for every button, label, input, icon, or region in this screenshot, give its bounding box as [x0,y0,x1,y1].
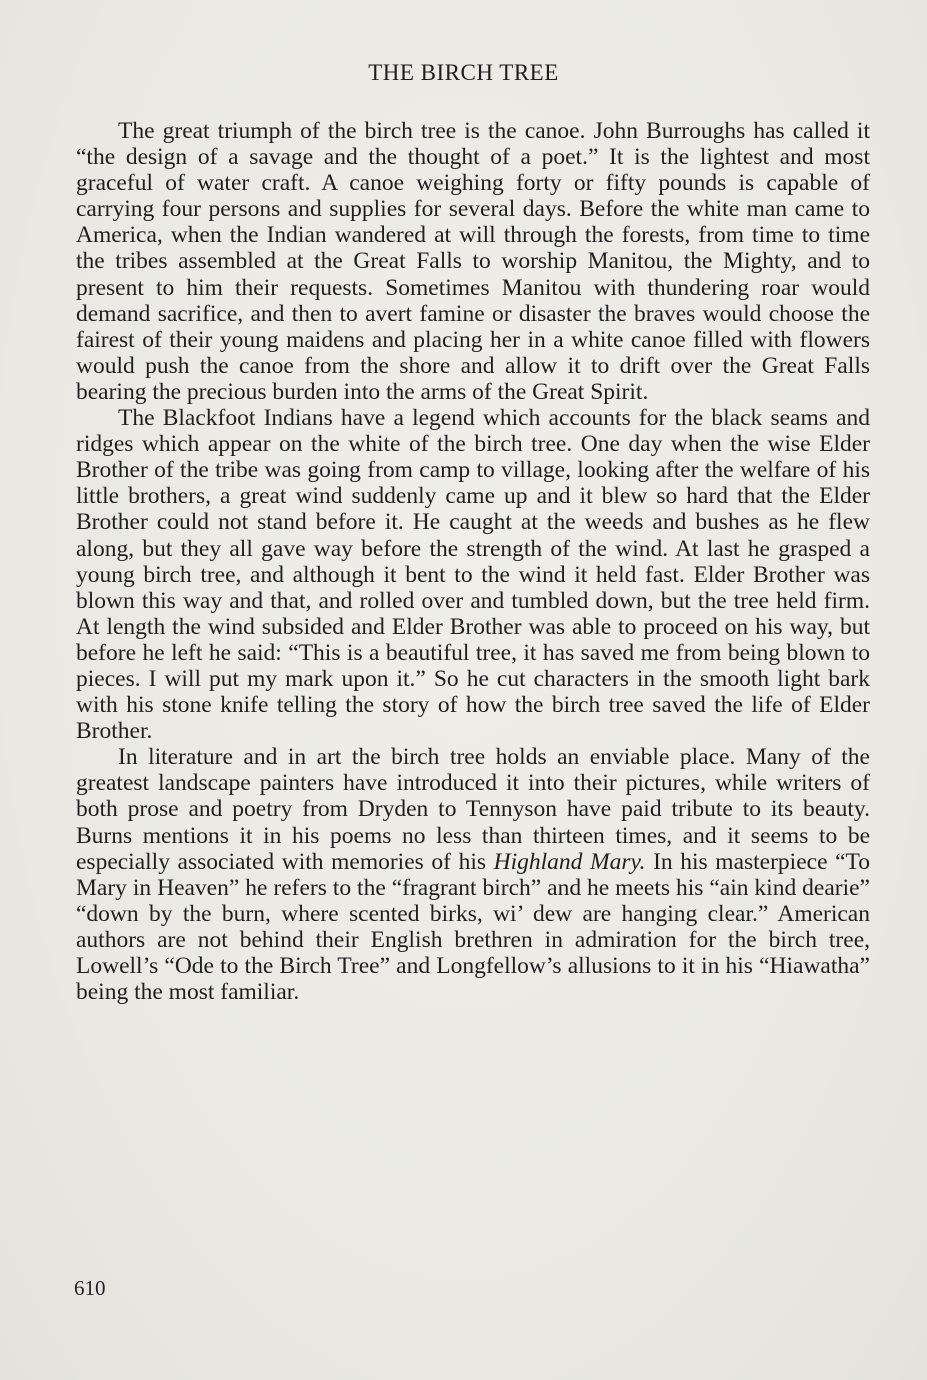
body-text [76,118,870,1005]
italic-title-highland-mary: Highland Mary. [493,848,646,875]
page-title: THE BIRCH TREE [368,60,559,85]
paragraph-blackfoot-legend: The Blackfoot Indians have a legend which accounts for the black seams and ridges which appear on the white of the birch tree. One day when the wise Elder Brother of the tribe was going from camp to village, looking after the welfare of his little brothers, a great wind suddenly came up and it blew so hard that the Elder Brother could not stand before it. He caught at the weeds and bushes as he flew along, but they all gave way before the strength of the wind. At last he grasped a young birch tree, and although it bent to the wind it held fast. Elder Brother was blown this way and that, and rolled over and tumbled down, but the tree held firm. At length the wind subsided and Elder Brother was able to proceed on his way, but before he left he said: “This is a beautiful tree, it has saved me from being blown to pieces. I will put my mark upon it.” So he cut characters in the smooth light bark with his stone knife telling the story of how the birch tree saved the life of Elder Brother. [76,405,870,745]
page-number: 610 [74,1276,106,1300]
paragraph-literature [76,744,870,1005]
paragraph-literature-end: In his masterpiece “To Mary in Heaven” he refers to the “fragrant birch” and he meets his “ain kind dearie” “down by the burn, where scented birks, wi’ dew are hanging clear.” American authors are not behind their English brethren in admiration for the birch tree, Lowell’s “Ode to the Birch Tree” and Longfellow’s allusions to it in his “Hiawatha” being the most familiar. [76,848,871,1006]
paragraph-literature-start: In literature and in art the birch tree holds an enviable place. Many of the greatest landscape painters have introduced it into their pictures, while writers of both prose and poetry from Dryden to Tennyson have paid tribute to its beauty. Burns mentions it in his poems no less than thirteen times, and it seems to be especially associated with memories of his [76,744,870,875]
paragraph-canoe: The great triumph of the birch tree is the canoe. John Burroughs has called it “the design of a savage and the thought of a poet.” It is the lightest and most graceful of water craft. A canoe weighing forty or fifty pounds is capable of carrying four persons and supplies for several days. Before the white man came to America, when the Indian wandered at will through the forests, from time to time the tribes assembled at the Great Falls to worship Manitou, the Mighty, and to present to him their requests. Sometimes Manitou with thundering roar would demand sacrifice, and then to avert famine or disaster the braves would choose the fairest of their young maidens and placing her in a white canoe filled with flowers would push the canoe from the shore and allow it to drift over the Great Falls bearing the precious burden into the arms of the Great Spirit. [76,118,870,405]
